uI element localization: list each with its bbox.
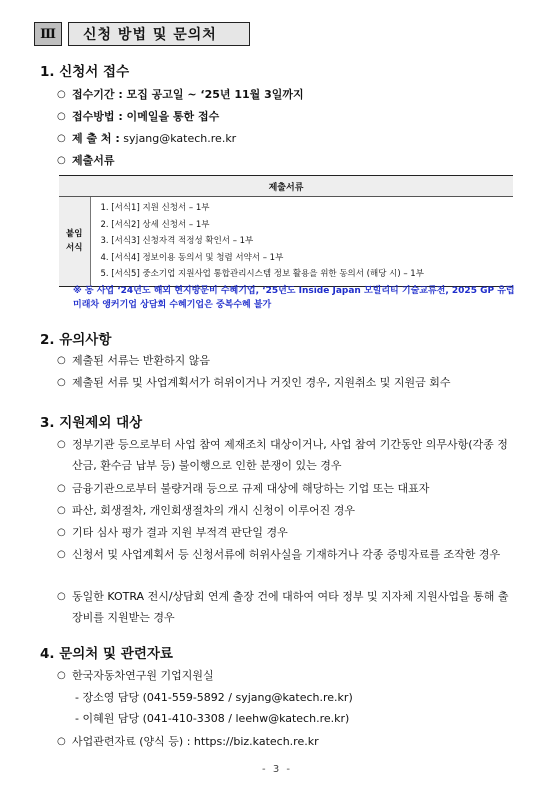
bullet-docs bbox=[57, 150, 115, 172]
contact-org-text: 한국자동차연구원 기업지원실 bbox=[72, 669, 214, 682]
destination-email[interactable]: syjang@katech.re.kr bbox=[123, 132, 237, 145]
contact-org bbox=[57, 665, 214, 687]
related-materials bbox=[57, 731, 319, 753]
bullet-mark: ○ bbox=[57, 355, 66, 366]
bullet-mark: ○ bbox=[57, 591, 66, 602]
period-text: 접수기간 : 모집 공고일 ~ ‘25년 11월 3일까지 bbox=[72, 88, 304, 101]
bullet-mark: ○ bbox=[57, 670, 66, 681]
documents-table bbox=[59, 175, 513, 287]
exclusion-item bbox=[57, 478, 517, 500]
bullet-mark: ○ bbox=[57, 155, 66, 166]
docs-label: 제출서류 bbox=[72, 154, 115, 167]
bullet-mark: ○ bbox=[57, 377, 66, 388]
exclusion-item bbox=[57, 544, 517, 566]
exclusion-text: 파산, 회생절차, 개인회생절차의 개시 신청이 이루어진 경우 bbox=[72, 504, 355, 517]
method-text: 접수방법 : 이메일을 통한 접수 bbox=[72, 110, 220, 123]
attachment-item: 5. [서식5] 중소기업 지원사업 통합관리시스템 정보 활용을 위한 동의서 (해당 시) – 1부 bbox=[100, 269, 424, 279]
attachment-label-text: 붙임 서식 bbox=[66, 229, 83, 254]
documents-table-header-row bbox=[59, 176, 513, 197]
page-number: - 3 - bbox=[262, 764, 292, 775]
bullet-mark: ○ bbox=[57, 505, 66, 516]
bullet-mark: ○ bbox=[57, 483, 66, 494]
exclusion-text: 정부기관 등으로부터 사업 참여 제재조치 대상이거나, 사업 참여 기간동안 의무사항(각종 정산금, 환수금 납부 등) 불이행으로 인한 분쟁이 있는 경우 bbox=[72, 438, 508, 472]
destination-label: 제 출 처 : bbox=[72, 132, 120, 145]
contact-person: - 장소영 담당 (041-559-5892 / syjang@katech.re.kr) bbox=[75, 691, 353, 704]
exclusion-text: 금융기관으로부터 불량거래 등으로 규제 대상에 해당하는 기업 또는 대표자 bbox=[72, 482, 430, 495]
caution-text: 제출된 서류는 반환하지 않음 bbox=[72, 354, 211, 367]
duplicate-benefit-note: ※ 동 사업 ‘24년도 해외 현지방문비 수혜기업, ‘25년도 Inside Japan 모빌리티 기술교류전, 2025 GP 유럽 미래차 앵커기업 상담회 수혜기업은 중복수혜 불가 bbox=[73, 286, 515, 310]
documents-table-header: 제출서류 bbox=[59, 176, 513, 197]
chapter-heading bbox=[34, 22, 250, 46]
attachment-label bbox=[59, 197, 90, 287]
chapter-number: Ⅲ bbox=[34, 22, 62, 46]
bullet-mark: ○ bbox=[57, 89, 66, 100]
documents-table-row bbox=[59, 197, 513, 287]
bullet-destination bbox=[57, 128, 236, 150]
bullet-mark: ○ bbox=[57, 736, 66, 747]
exclusion-item bbox=[57, 522, 517, 544]
section-3-title: 3. 지원제외 대상 bbox=[40, 415, 143, 431]
exclusion-text: 신청서 및 사업계획서 등 신청서류에 허위사실을 기재하거나 각종 증빙자료를 조작한 경우 bbox=[72, 548, 501, 561]
attachment-item: 2. [서식2] 상세 신청서 – 1부 bbox=[100, 219, 210, 230]
attachment-item: 3. [서식3] 신청자격 적정성 확인서 – 1부 bbox=[100, 236, 254, 246]
attachment-item: 4. [서식4] 정보이용 동의서 및 청렴 서약서 – 1부 bbox=[100, 252, 284, 263]
caution-text: 제출된 서류 및 사업계획서가 허위이거나 거짓인 경우, 지원취소 및 지원금 회수 bbox=[72, 376, 451, 389]
caution-item bbox=[57, 372, 451, 394]
related-materials-link[interactable]: 사업관련자료 (양식 등) : https://biz.katech.re.kr bbox=[72, 735, 319, 748]
caution-item bbox=[57, 350, 210, 372]
attachment-items bbox=[90, 197, 513, 287]
bullet-mark: ○ bbox=[57, 527, 66, 538]
bullet-mark: ○ bbox=[57, 111, 66, 122]
section-1-title: 1. 신청서 접수 bbox=[40, 64, 130, 80]
bullet-mark: ○ bbox=[57, 439, 66, 450]
attachment-item: 1. [서식1] 지원 신청서 – 1부 bbox=[100, 203, 210, 213]
section-4-title: 4. 문의처 및 관련자료 bbox=[40, 646, 173, 662]
destination-text bbox=[72, 128, 236, 150]
section-2-title: 2. 유의사항 bbox=[40, 332, 112, 348]
bullet-mark: ○ bbox=[57, 133, 66, 144]
chapter-title: 신청 방법 및 문의처 bbox=[68, 22, 250, 46]
exclusion-item bbox=[57, 434, 517, 476]
bullet-method bbox=[57, 106, 219, 128]
exclusion-item bbox=[57, 500, 517, 522]
contact-person: - 이혜원 담당 (041-410-3308 / leehw@katech.re.kr) bbox=[75, 712, 350, 725]
bullet-period bbox=[57, 84, 304, 106]
exclusion-text: 기타 심사 평가 결과 지원 부적격 판단일 경우 bbox=[72, 526, 288, 539]
exclusion-item bbox=[57, 586, 517, 628]
bullet-mark: ○ bbox=[57, 549, 66, 560]
exclusion-text: 동일한 KOTRA 전시/상담회 연계 출장 건에 대하여 여타 정부 및 지자체 지원사업을 통해 출장비를 지원받는 경우 bbox=[72, 590, 509, 624]
